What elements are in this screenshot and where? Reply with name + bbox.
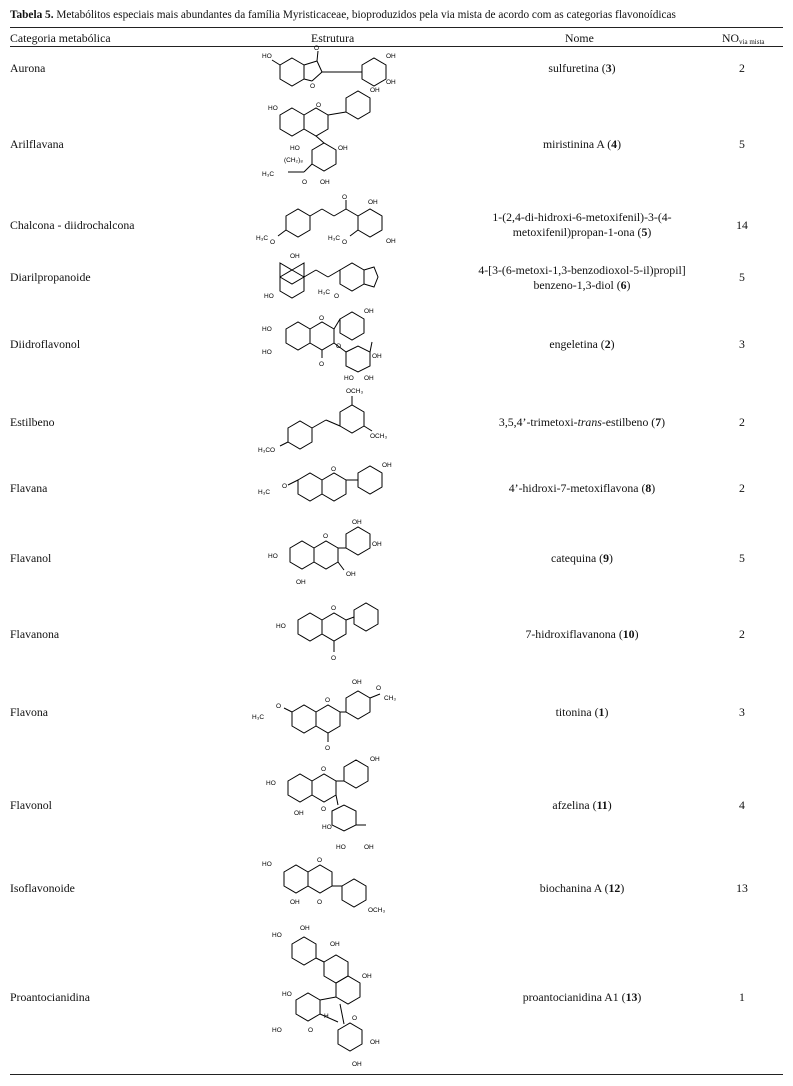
row-11-name-close: ) xyxy=(607,798,612,812)
bottom-rule xyxy=(10,1074,783,1075)
engeletina-label-o3: O xyxy=(336,343,342,350)
miristinina-label-ho1: HO xyxy=(268,105,278,112)
miristinina-label-oh2: OH xyxy=(338,145,348,152)
structure-estilbeno xyxy=(258,384,408,456)
row-9-count: 2 xyxy=(739,627,745,641)
header-name: Nome xyxy=(565,31,594,45)
titonina-label-h3c: H₃C xyxy=(252,714,265,721)
chalcona-label-oh2: OH xyxy=(386,238,396,245)
catequina-label-oh2: OH xyxy=(346,571,356,578)
estilbeno-label-h3co: H₃CO xyxy=(258,447,276,454)
row-3-name-line1: 1-(2,4-di-hidroxi-6-metoxifenil)-3-(4- xyxy=(492,210,672,224)
afzelina-label-ho: HO xyxy=(266,780,276,787)
row-8-compound-number: 9 xyxy=(603,551,610,565)
row-3-name-line2: metoxifenil)propan-1-ona ( xyxy=(512,225,642,239)
row-6-category: Estilbeno xyxy=(10,415,55,429)
structure-titonina xyxy=(252,674,402,752)
catequina-label-oh3: OH xyxy=(352,519,362,526)
engeletina-label-oh1: OH xyxy=(364,308,374,315)
row-13-name xyxy=(462,990,702,1005)
row-2-name xyxy=(462,137,702,152)
sulfuretina-label-ho: HO xyxy=(262,53,272,60)
estilbeno-label-och3-2: OCH₃ xyxy=(370,433,388,440)
row-1-name xyxy=(462,61,702,76)
titonina-label-ch3: CH₃ xyxy=(384,695,397,702)
structure-miristinina-a xyxy=(262,88,402,188)
diaril-label-oh: OH xyxy=(290,253,300,260)
row-9-category: Flavanona xyxy=(10,627,60,641)
row-9-name xyxy=(462,627,702,642)
catequina-label-oh1: OH xyxy=(296,579,306,586)
row-2-name-text: miristinina A ( xyxy=(542,137,612,151)
miristinina-label-o: O xyxy=(316,102,322,109)
header-structure: Estrutura xyxy=(311,31,355,45)
miristinina-label-ho2: HO xyxy=(290,145,300,152)
proanto-label-oh3: OH xyxy=(362,973,372,980)
structure-flavana xyxy=(258,458,408,508)
row-5-compound-number: 2 xyxy=(604,337,611,351)
row-2-count: 5 xyxy=(739,137,745,151)
row-5-category: Diidroflavonol xyxy=(10,337,81,351)
row-8-name xyxy=(462,551,702,566)
row-5-name xyxy=(462,337,702,352)
sulfuretina-label-oh1: OH xyxy=(386,53,396,60)
engeletina-label-o2: O xyxy=(319,361,325,368)
row-11-category: Flavonol xyxy=(10,798,52,812)
row-3-name-line2-wrap xyxy=(462,225,702,240)
row-1-compound-number: 3 xyxy=(605,61,612,75)
row-4-compound-number: 6 xyxy=(620,278,627,292)
row-4-name-line1: 4-[3-(6-metoxi-1,3-benzodioxol-5-il)propil] xyxy=(478,263,686,277)
titonina-label-o1: O xyxy=(276,703,282,710)
row-6-name xyxy=(462,415,702,430)
row-12-count: 13 xyxy=(736,881,748,895)
sulfuretina-label-oh2: OH xyxy=(386,79,396,86)
row-9-compound-number: 10 xyxy=(622,627,635,641)
chalcona-label-o1: O xyxy=(270,239,276,246)
diaril-label-h3c: H₃C xyxy=(318,289,331,296)
row-7-compound-number: 8 xyxy=(645,481,652,495)
diaril-label-ho: HO xyxy=(264,293,274,300)
row-6-name-italic: trans xyxy=(577,415,602,429)
row-6-name-close: ) xyxy=(661,415,666,429)
catequina-label-o: O xyxy=(323,533,329,540)
proanto-label-ho3: HO xyxy=(272,1027,282,1034)
row-11-name xyxy=(462,798,702,813)
row-7-name-close: ) xyxy=(651,481,656,495)
row-6-name-pre: 3,5,4’-trimetoxi- xyxy=(498,415,578,429)
flavana-label-h3c: H₃C xyxy=(258,489,271,496)
header-category: Categoria metabólica xyxy=(10,31,111,45)
proanto-label-o2: O xyxy=(352,1015,358,1022)
structure-proantocianidina-a1 xyxy=(268,922,398,1072)
table-caption xyxy=(10,8,785,22)
row-7-count: 2 xyxy=(739,481,745,495)
flavanona-label-ho: HO xyxy=(276,623,286,630)
top-rule xyxy=(10,27,783,28)
row-10-name xyxy=(462,705,702,720)
titonina-label-o4: O xyxy=(376,685,382,692)
structure-engeletina xyxy=(256,304,406,384)
structure-flavanona xyxy=(276,598,386,668)
chalcona-label-o2: O xyxy=(342,239,348,246)
row-4-name-close: ) xyxy=(626,278,631,292)
proanto-label-ho2: HO xyxy=(282,991,292,998)
row-12-name-close: ) xyxy=(620,881,625,895)
chalcona-label-h3c2: H₃C xyxy=(328,235,341,242)
row-1-category: Aurona xyxy=(10,61,46,75)
table-caption-label: Tabela 5. xyxy=(10,9,54,21)
row-7-name xyxy=(462,481,702,496)
afzelina-label-oh2: OH xyxy=(370,756,380,763)
row-13-name-text: proantocianidina A1 ( xyxy=(522,990,626,1004)
afzelina-label-o2: O xyxy=(321,806,327,813)
row-12-category: Isoflavonoide xyxy=(10,881,75,895)
engeletina-label-ho2: HO xyxy=(262,349,272,356)
row-1-name-text: sulfuretina ( xyxy=(548,61,606,75)
row-4-name-line2-wrap xyxy=(462,278,702,293)
row-6-count: 2 xyxy=(739,415,745,429)
row-7-category: Flavana xyxy=(10,481,48,495)
row-12-name xyxy=(462,881,702,896)
row-13-compound-number: 13 xyxy=(625,990,638,1004)
row-6-name-post: -estilbeno ( xyxy=(601,415,656,429)
row-5-name-close: ) xyxy=(610,337,615,351)
row-5-name-text: engeletina ( xyxy=(549,337,605,351)
row-4-category: Diarilpropanoide xyxy=(10,270,91,284)
sulfuretina-label-o: O xyxy=(310,83,316,90)
row-12-compound-number: 12 xyxy=(608,881,621,895)
structure-chalcona xyxy=(256,196,406,248)
biochanina-label-oh: OH xyxy=(290,899,300,906)
proanto-label-h: H xyxy=(324,1013,329,1020)
row-12-name-text: biochanina A ( xyxy=(539,881,609,895)
row-10-count: 3 xyxy=(739,705,745,719)
row-3-compound-number: 5 xyxy=(641,225,648,239)
titonina-label-oh: OH xyxy=(352,679,362,686)
row-8-category: Flavanol xyxy=(10,551,52,565)
chalcona-label-o: O xyxy=(342,194,348,201)
afzelina-label-oh3: OH xyxy=(364,844,374,851)
miristinina-label-oh3: OH xyxy=(320,179,330,186)
row-3-count: 14 xyxy=(736,218,748,232)
row-10-name-close: ) xyxy=(604,705,609,719)
afzelina-label-ho2: HO xyxy=(322,824,332,831)
biochanina-label-o1: O xyxy=(317,857,323,864)
row-11-name-text: afzelina ( xyxy=(552,798,597,812)
row-10-compound-number: 1 xyxy=(598,705,605,719)
proanto-label-oh5: OH xyxy=(352,1061,362,1068)
titonina-label-o3: O xyxy=(325,745,331,752)
estilbeno-label-och3-1: OCH₃ xyxy=(346,388,364,395)
row-7-name-text: 4’-hidroxi-7-metoxiflavona ( xyxy=(508,481,646,495)
row-9-name-text: 7-hidroxiflavanona ( xyxy=(525,627,623,641)
flavana-label-o2: O xyxy=(331,466,337,473)
row-3-name-close: ) xyxy=(647,225,652,239)
row-6-compound-number: 7 xyxy=(655,415,662,429)
afzelina-label-oh1: OH xyxy=(294,810,304,817)
row-8-name-close: ) xyxy=(609,551,613,565)
afzelina-label-ho3: HO xyxy=(336,844,346,851)
miristinina-label-ch2: (CH₂)₈ xyxy=(284,157,303,164)
row-3-name xyxy=(462,210,702,240)
row-5-count: 3 xyxy=(739,337,745,351)
row-9-name-close: ) xyxy=(634,627,639,641)
sulfuretina-label-o2: O xyxy=(314,45,320,52)
header-count-sub: via mista xyxy=(739,38,765,46)
header-count-label: NO xyxy=(722,31,740,45)
table-caption-text: Metabólitos especiais mais abundantes da família Myristicaceae, bioproduzidos pela via mista de acordo com as categorias flavonoídicas xyxy=(56,9,676,21)
row-3-category: Chalcona - diidrochalcona xyxy=(10,218,135,232)
row-2-name-close: ) xyxy=(617,137,621,151)
row-11-count: 4 xyxy=(739,798,745,812)
row-2-category: Arilflavana xyxy=(10,137,64,151)
flavanona-label-o2: O xyxy=(331,655,337,662)
engeletina-label-oh2: OH xyxy=(372,353,382,360)
chalcona-label-oh1: OH xyxy=(368,199,378,206)
structure-diarilpropanoide xyxy=(262,250,402,302)
afzelina-label-o1: O xyxy=(321,766,327,773)
biochanina-label-o2: O xyxy=(317,899,323,906)
diaril-label-o: O xyxy=(334,293,340,300)
flavana-label-o1: O xyxy=(282,483,288,490)
miristinina-label-oh1: OH xyxy=(370,87,380,94)
miristinina-label-o2: O xyxy=(302,179,308,186)
row-11-compound-number: 11 xyxy=(596,798,608,812)
structure-catequina xyxy=(268,516,398,596)
flavanona-label-o1: O xyxy=(331,605,337,612)
proanto-label-oh1: OH xyxy=(300,925,310,932)
titonina-label-o2: O xyxy=(325,697,331,704)
flavana-label-oh: OH xyxy=(382,462,392,469)
row-4-name xyxy=(462,263,702,293)
row-10-name-text: titonina ( xyxy=(555,705,599,719)
engeletina-label-ho3: HO xyxy=(344,375,354,382)
proanto-label-o1: O xyxy=(308,1027,314,1034)
structure-sulfuretina xyxy=(262,46,402,88)
engeletina-label-oh3: OH xyxy=(364,375,374,382)
row-4-count: 5 xyxy=(739,270,745,284)
row-1-name-close: ) xyxy=(611,61,616,75)
row-8-count: 5 xyxy=(739,551,745,565)
row-10-category: Flavona xyxy=(10,705,49,719)
row-13-category: Proantocianidina xyxy=(10,990,90,1004)
row-8-name-text: catequina ( xyxy=(551,551,604,565)
catequina-label-ho: HO xyxy=(268,553,278,560)
miristinina-label-h3c: H₃C xyxy=(262,171,275,178)
proanto-label-oh2: OH xyxy=(330,941,340,948)
row-1-count: 2 xyxy=(739,61,745,75)
row-13-count: 1 xyxy=(739,990,745,1004)
proanto-label-oh4: OH xyxy=(370,1039,380,1046)
chalcona-label-h3c1: H₃C xyxy=(256,235,269,242)
biochanina-label-och3: OCH₃ xyxy=(368,907,386,914)
row-4-name-line2: benzeno-1,3-diol ( xyxy=(533,278,621,292)
row-13-name-close: ) xyxy=(637,990,642,1004)
structure-afzelina xyxy=(266,753,396,853)
row-2-compound-number: 4 xyxy=(611,137,618,151)
biochanina-label-ho: HO xyxy=(262,861,272,868)
structure-biochanina-a xyxy=(262,852,402,918)
proanto-label-ho1: HO xyxy=(272,932,282,939)
catequina-label-oh4: OH xyxy=(372,541,382,548)
engeletina-label-ho1: HO xyxy=(262,326,272,333)
engeletina-label-o1: O xyxy=(319,315,325,322)
